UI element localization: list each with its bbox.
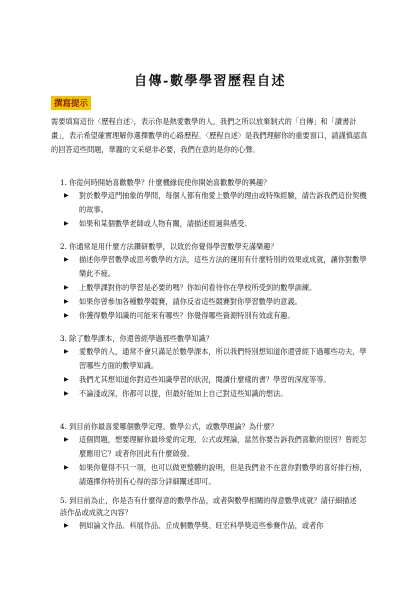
bullet-arrow-icon: ▶ — [64, 522, 69, 529]
question-5: 5. 到目前為止，你是否有什麼得意的數學作品，或者與數學相關的得意數學成就？請仔細描述該作品或成就之內容？ — [60, 496, 357, 517]
bullet-item — [64, 461, 372, 489]
bullet-text: 上數學課對你的學習是必要的嗎？你如何看待你在學校所受到的數學訓練。 — [79, 283, 317, 292]
bullet-text: 我們尤其想知道你對這些知識學習的狀況，閱讀什麼樣的書？學習的深度等等。 — [79, 375, 331, 384]
bullet-arrow-icon: ▶ — [64, 220, 69, 227]
bullet-text: 不論淺或深，你都可以提，但最好能加上自己對這些知識的想法。 — [79, 389, 288, 398]
bullet-item — [64, 253, 372, 281]
intro-paragraph: 需要填寫這份〈歷程自述〉，表示你是熱愛數學的人，我們之所以放棄制式的「自傳」和「讀書計畫」，表示希望確實理解你選擇數學的心路歷程。〈歷程自述〉是我們理解你的重要窗口，請謹慎認真的回答這些問題，華麗的文采絕非必要，我們在意的是你的心聲。 — [51, 117, 368, 154]
bullet-arrow-icon: ▶ — [64, 390, 69, 397]
bullet-text: 這個問題，想要理解你最珍愛的定理、公式或理論，當然你要告訴我們喜歡的原因？曾經怎麼應用它？或者你因此有什麼啟發。 — [79, 435, 367, 458]
question-3: 3. 除了數學課本，你還曾經學過那些數學知識？ — [60, 334, 213, 343]
bullet-text: 如果和某個數學老師或人物有關，請描述經過與感受。 — [79, 219, 252, 228]
bullet-arrow-icon: ▶ — [64, 348, 69, 355]
question-4: 4. 到目前你最喜愛哪個數學定理、數學公式，或數學理論？為什麼？ — [60, 422, 278, 431]
bullet-item — [64, 519, 372, 533]
question-1-bullets — [64, 189, 372, 231]
section-label: 撰寫提示 — [51, 96, 91, 110]
question-2: 2. 你通常是用什麼方法鑽研數學，以致於你覺得學習數學充滿樂趣？ — [60, 242, 278, 251]
bullet-item — [64, 433, 372, 461]
document-title: 自傳-數學學習歷程自述 — [134, 74, 286, 89]
question-3-bullets — [64, 345, 372, 401]
bullet-text: 對於數學這門抽象的學問，每個人都有他愛上數學的理由或特殊經驗，請告訴我們這份契機的故事。 — [79, 191, 367, 214]
bullet-text: 愛數學的人，通常不會只滿足於數學課本，所以我們特別想知道你還曾經下過哪些功夫，學習哪些方面的數學知識。 — [79, 347, 367, 370]
bullet-item — [64, 189, 372, 217]
bullet-text: 例如論文作品、科展作品、丘成桐數學獎、旺宏科學獎這些參賽作品，或者你 — [79, 521, 324, 530]
bullet-arrow-icon: ▶ — [64, 376, 69, 383]
bullet-arrow-icon: ▶ — [64, 436, 69, 443]
bullet-text: 如果你曾參加各種數學競賽，請你反省這些競賽對你學習數學的意義。 — [79, 297, 302, 306]
bullet-item — [64, 295, 372, 309]
bullet-arrow-icon: ▶ — [64, 464, 69, 471]
question-5-bullets — [64, 519, 372, 533]
bullet-text: 如果你覺得不只一項，也可以做更整體的說明，但是我們並不在意你對數學的喜好排行榜，請選擇你特別有心得的部分詳細闡述即可。 — [79, 463, 367, 486]
bullet-item — [64, 387, 372, 401]
bullet-arrow-icon: ▶ — [64, 298, 69, 305]
bullet-arrow-icon: ▶ — [64, 284, 69, 291]
question-4-bullets — [64, 433, 372, 489]
bullet-item — [64, 281, 372, 295]
question-2-bullets — [64, 253, 372, 323]
bullet-text: 描述你學習數學或思考數學的方法，這些方法的運用有什麼特別的效果或成就，讓你對數學樂此不疲。 — [79, 255, 367, 278]
bullet-item — [64, 309, 372, 323]
bullet-arrow-icon: ▶ — [64, 256, 69, 263]
bullet-arrow-icon: ▶ — [64, 312, 69, 319]
question-1: 1. 你從何時開始喜歡數學？什麼機緣促使你開始喜歡數學的興趣？ — [60, 178, 271, 187]
bullet-item — [64, 217, 372, 231]
bullet-item — [64, 345, 372, 373]
bullet-arrow-icon: ▶ — [64, 192, 69, 199]
bullet-item — [64, 373, 372, 387]
bullet-text: 你獲得數學知識的可能來有哪些？你覺得哪些資源特別有效或有趣。 — [79, 311, 295, 320]
